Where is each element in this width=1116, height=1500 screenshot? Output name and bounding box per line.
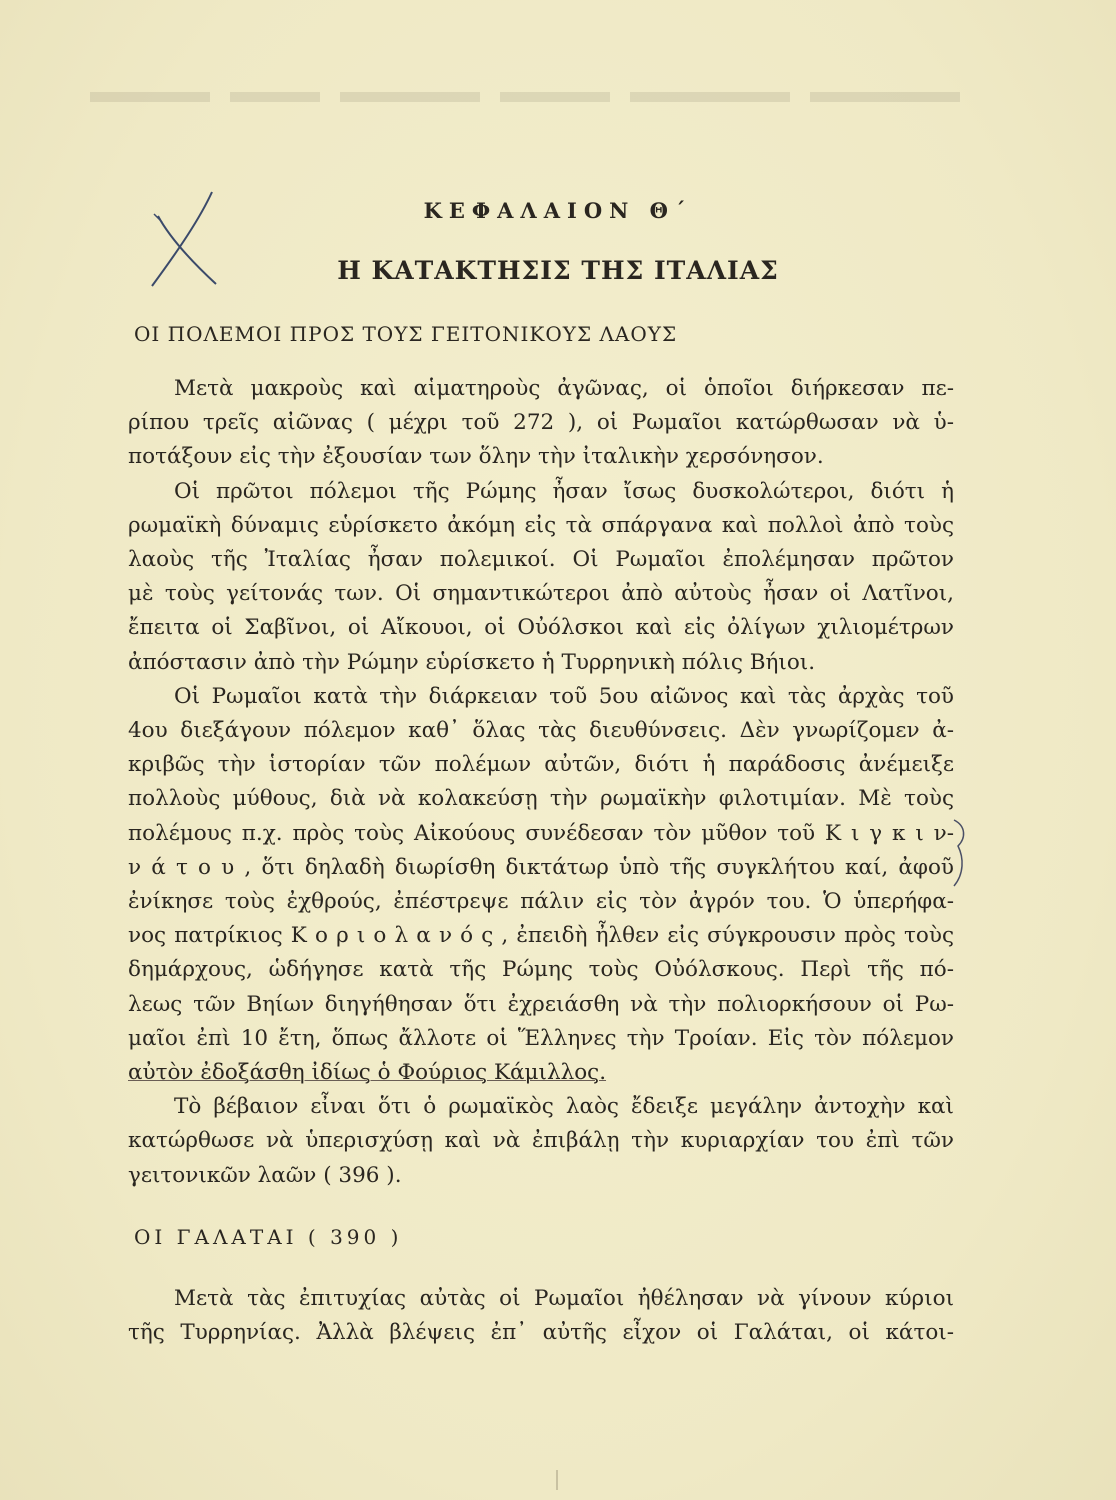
text-line: αὐτὸν ἐδοξάσθη ἰδίως ὁ Φούριος Κάμιλλος.: [128, 1060, 607, 1086]
text-line: Τὸ βέβαιον εἶναι ὅτι ὁ ρωμαϊκὸς λαὸς ἔδειξε μεγάλην ἀντοχὴν καὶ: [174, 1094, 954, 1120]
text-line: δημάρχους, ὡδήγησε κατὰ τῆς Ρώμης τοὺς Οὐόλσκους. Περὶ τῆς πό-: [128, 957, 954, 983]
text-line: λαοὺς τῆς Ἰταλίας ἦσαν πολεμικοί. Οἱ Ρωμαῖοι ἐπολέμησαν πρῶτον: [128, 547, 954, 573]
text-line: ν ά τ ο υ , ὅτι δηλαδὴ διωρίσθη δικτάτωρ ὑπὸ τῆς συγκλήτου καί, ἀφοῦ: [128, 854, 954, 880]
text-line: Οἱ Ρωμαῖοι κατὰ τὴν διάρκειαν τοῦ 5ου αἰῶνος καὶ τὰς ἀρχὰς τοῦ: [174, 683, 954, 709]
section-heading-wars: ΟΙ ΠΟΛΕΜΟΙ ΠΡΟΣ ΤΟΥΣ ΓΕΙΤΟΝΙΚΟΥΣ ΛΑΟΥΣ: [134, 322, 678, 346]
text-line: Μετὰ μακροὺς καὶ αἱματηροὺς ἀγῶνας, οἱ ὁποῖοι διήρκεσαν πε-: [174, 376, 954, 401]
text-line: τῆς Τυρρηνίας. Ἀλλὰ βλέψεις ἐπ᾽ αὐτῆς εἶχον οἱ Γαλάται, οἱ κάτοι-: [128, 1320, 954, 1346]
text-line: ποτάξουν εἰς τὴν ἐξουσίαν των ὅλην τὴν ἰταλικὴν χερσόνησον.: [128, 444, 824, 470]
text-line: κατώρθωσε νὰ ὑπερισχύσῃ καὶ νὰ ἐπιβάλῃ τὴν κυριαρχίαν του ἐπὶ τῶν: [128, 1128, 954, 1154]
text-line: 4ου διεξάγουν πόλεμον καθ᾽ ὅλας τὰς διευθύνσεις. Δὲν γνωρίζομεν ἀ-: [128, 718, 954, 744]
page-crease-mark: [556, 1470, 558, 1490]
text-line: μαῖοι ἐπὶ 10 ἔτη, ὅπως ἄλλοτε οἱ Ἕλληνες τὴν Τροίαν. Εἰς τὸν πόλεμον: [128, 1025, 954, 1051]
body-text-wars: [128, 372, 954, 1193]
chapter-label: ΚΕΦΑΛΑΙΟΝ Θ΄: [423, 198, 693, 223]
chapter-title: Η ΚΑΤΑΚΤΗΣΙΣ ΤΗΣ ΙΤΑΛΙΑΣ: [337, 256, 779, 285]
show-through-text: [90, 78, 990, 118]
text-line: ἔπειτα οἱ Σαβῖνοι, οἱ Αἴκουοι, οἱ Οὐόλσκοι καὶ εἰς ὀλίγων χιλιομέτρων: [128, 615, 954, 641]
text-line: μὲ τοὺς γείτονάς των. Οἱ σημαντικώτεροι ἀπὸ αὐτοὺς ἦσαν οἱ Λατῖνοι,: [128, 581, 954, 607]
text-line: κριβῶς τὴν ἱστορίαν τῶν πολέμων αὐτῶν, διότι ἡ παράδοσις ἀνέμειξε: [128, 752, 954, 778]
text-line: γειτονικῶν λαῶν ( 396 ).: [128, 1162, 402, 1188]
text-line: Οἱ πρῶτοι πόλεμοι τῆς Ρώμης ἦσαν ἴσως δυσκολώτεροι, διότι ἡ: [174, 478, 954, 504]
text-line: πολλοὺς μύθους, διὰ νὰ κολακεύσῃ τὴν ρωμαϊκὴν φιλοτιμίαν. Μὲ τοὺς: [128, 786, 954, 812]
text-line: νος πατρίκιος Κ ο ρ ι ο λ α ν ό ς , ἐπειδὴ ἦλθεν εἰς σύγκρουσιν πρὸς τοὺς: [128, 923, 954, 949]
margin-bracket-mark: [950, 818, 974, 888]
text-line: ρωμαϊκὴ δύναμις εὑρίσκετο ἀκόμη εἰς τὰ σπάργανα καὶ πολλοὶ ἀπὸ τοὺς: [128, 512, 954, 538]
section-heading-gauls: ΟΙ ΓΑΛΑΤΑΙ ( 390 ): [134, 1225, 403, 1249]
text-line: Μετὰ τὰς ἐπιτυχίας αὐτὰς οἱ Ρωμαῖοι ἠθέλησαν νὰ γίνουν κύριοι: [174, 1286, 954, 1311]
text-line: ἐνίκησε τοὺς ἐχθρούς, ἐπέστρεψε πάλιν εἰς τὸν ἀγρόν του. Ὁ ὑπερήφα-: [128, 889, 954, 915]
text-line: ἀπόστασιν ἀπὸ τὴν Ρώμην εὑρίσκετο ἡ Τυρρηνικὴ πόλις Βήιοι.: [128, 649, 816, 675]
body-text-gauls: [128, 1282, 954, 1350]
text-line: πολέμους π.χ. πρὸς τοὺς Αἰκούους συνέδεσαν τὸν μῦθον τοῦ Κ ι γ κ ι ν-: [128, 820, 954, 846]
text-line: λεως τῶν Βηίων διηγήθησαν ὅτι ἐχρειάσθη νὰ τὴν πολιορκήσουν οἱ Ρω-: [128, 991, 954, 1017]
text-line: ρίπου τρεῖς αἰῶνας ( μέχρι τοῦ 272 ), οἱ Ρωμαῖοι κατώρθωσαν νὰ ὑ-: [128, 410, 954, 436]
